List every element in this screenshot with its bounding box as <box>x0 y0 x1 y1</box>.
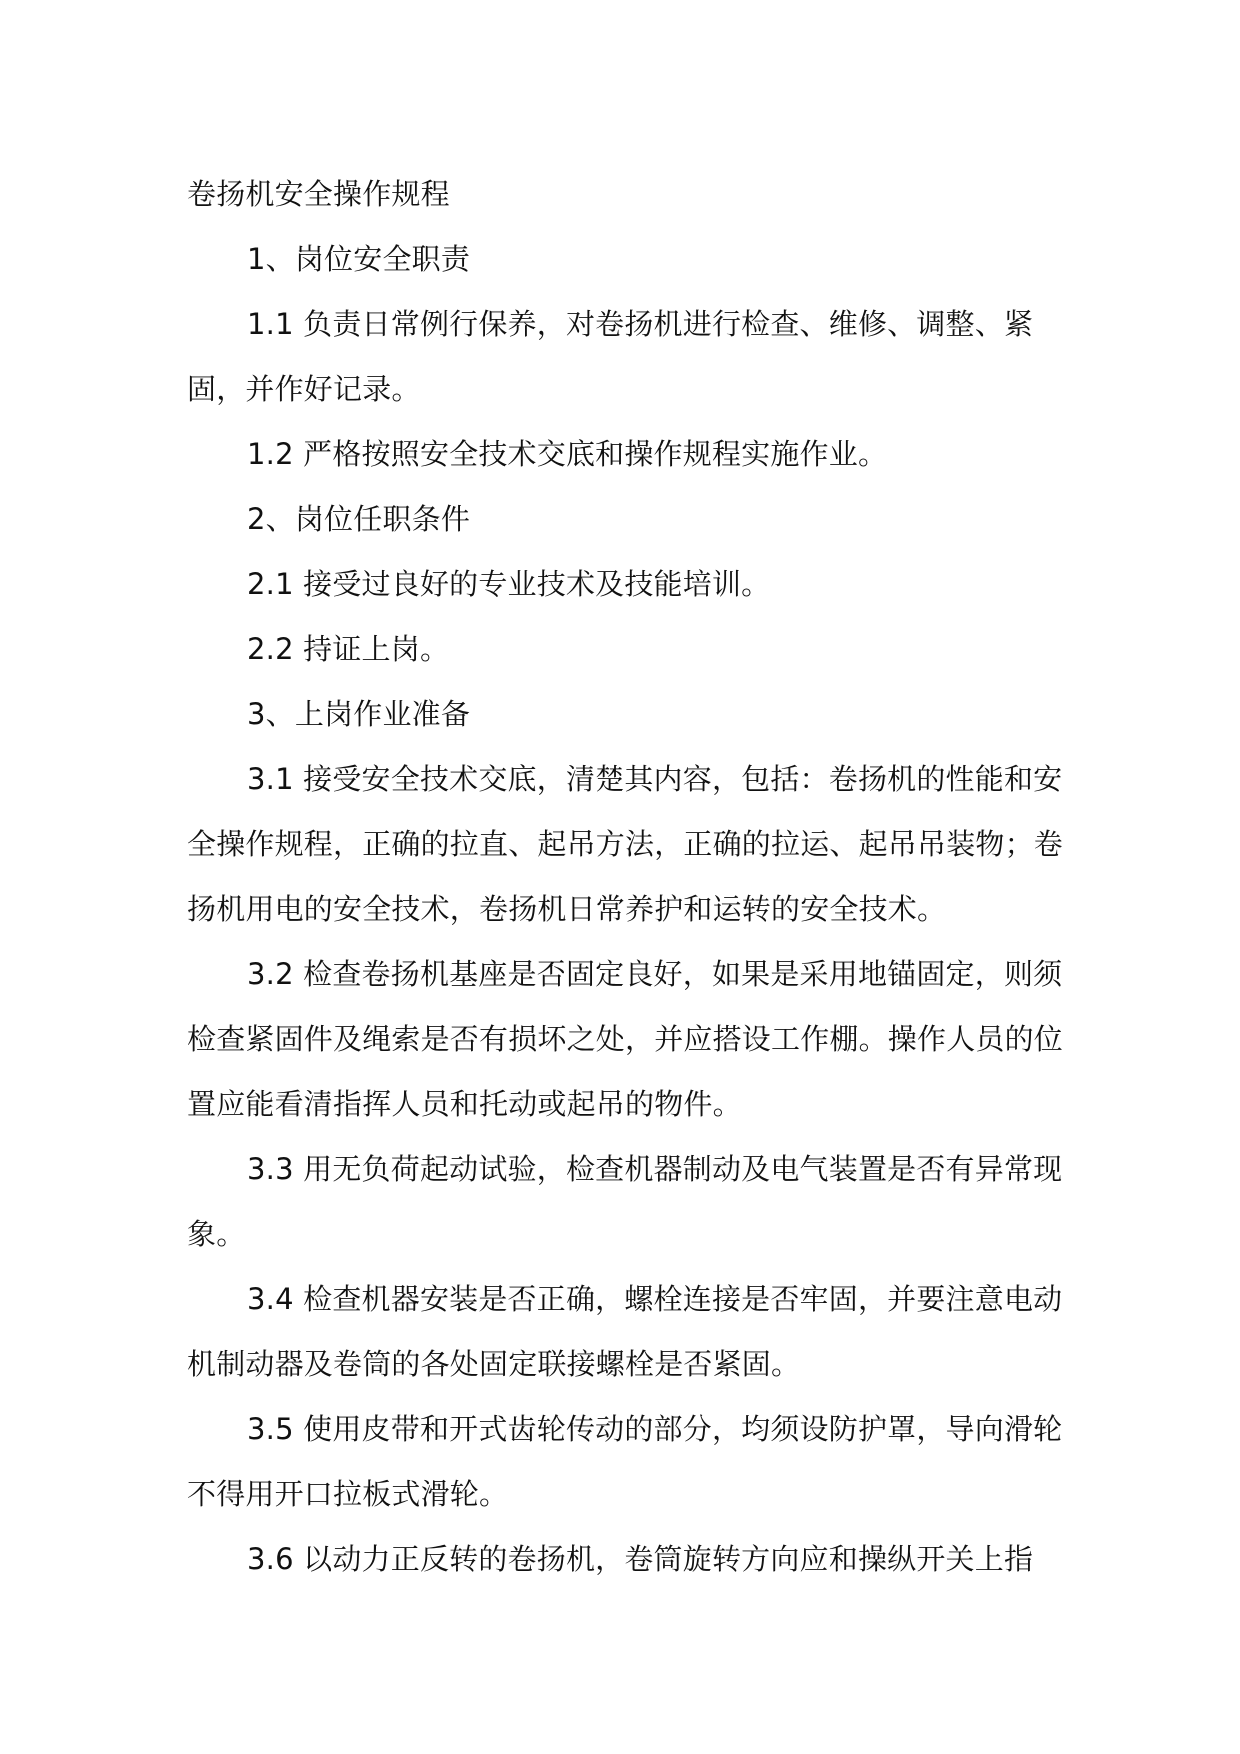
document-title: 卷扬机安全操作规程 <box>187 177 450 211</box>
section-heading-3: 3、上岗作业准备 <box>247 697 471 731</box>
paragraph-2-2: 2.2 持证上岗。 <box>247 632 450 666</box>
section-heading-1: 1、岗位安全职责 <box>247 242 471 276</box>
paragraph-3-1: 3.1 接受安全技术交底，清楚其内容，包括：卷扬机的性能和安全操作规程，正确的拉直、起吊方法，正确的拉运、起吊吊装物；卷扬机用电的安全技术，卷扬机日常养护和运转的安全技术。 <box>187 762 1064 926</box>
paragraph-3-6: 3.6 以动力正反转的卷扬机，卷筒旋转方向应和操纵开关上指 <box>247 1542 1034 1576</box>
paragraph-1-2: 1.2 严格按照安全技术交底和操作规程实施作业。 <box>247 437 888 471</box>
paragraph-3-3: 3.3 用无负荷起动试验，检查机器制动及电气装置是否有异常现象。 <box>187 1152 1063 1251</box>
paragraph-2-1: 2.1 接受过良好的专业技术及技能培训。 <box>247 567 771 601</box>
paragraph-3-4: 3.4 检查机器安装是否正确，螺栓连接是否牢固，并要注意电动机制动器及卷筒的各处固定联接螺栓是否紧固。 <box>187 1282 1063 1381</box>
paragraph-3-5: 3.5 使用皮带和开式齿轮传动的部分，均须设防护罩，导向滑轮不得用开口拉板式滑轮。 <box>187 1412 1063 1511</box>
document-body <box>187 162 1077 1592</box>
paragraph-1-1: 1.1 负责日常例行保养，对卷扬机进行检查、维修、调整、紧固，并作好记录。 <box>187 307 1034 406</box>
section-heading-2: 2、岗位任职条件 <box>247 502 471 536</box>
paragraph-3-2: 3.2 检查卷扬机基座是否固定良好，如果是采用地锚固定，则须检查紧固件及绳索是否有损坏之处，并应搭设工作棚。操作人员的位置应能看清指挥人员和托动或起吊的物件。 <box>187 957 1064 1121</box>
